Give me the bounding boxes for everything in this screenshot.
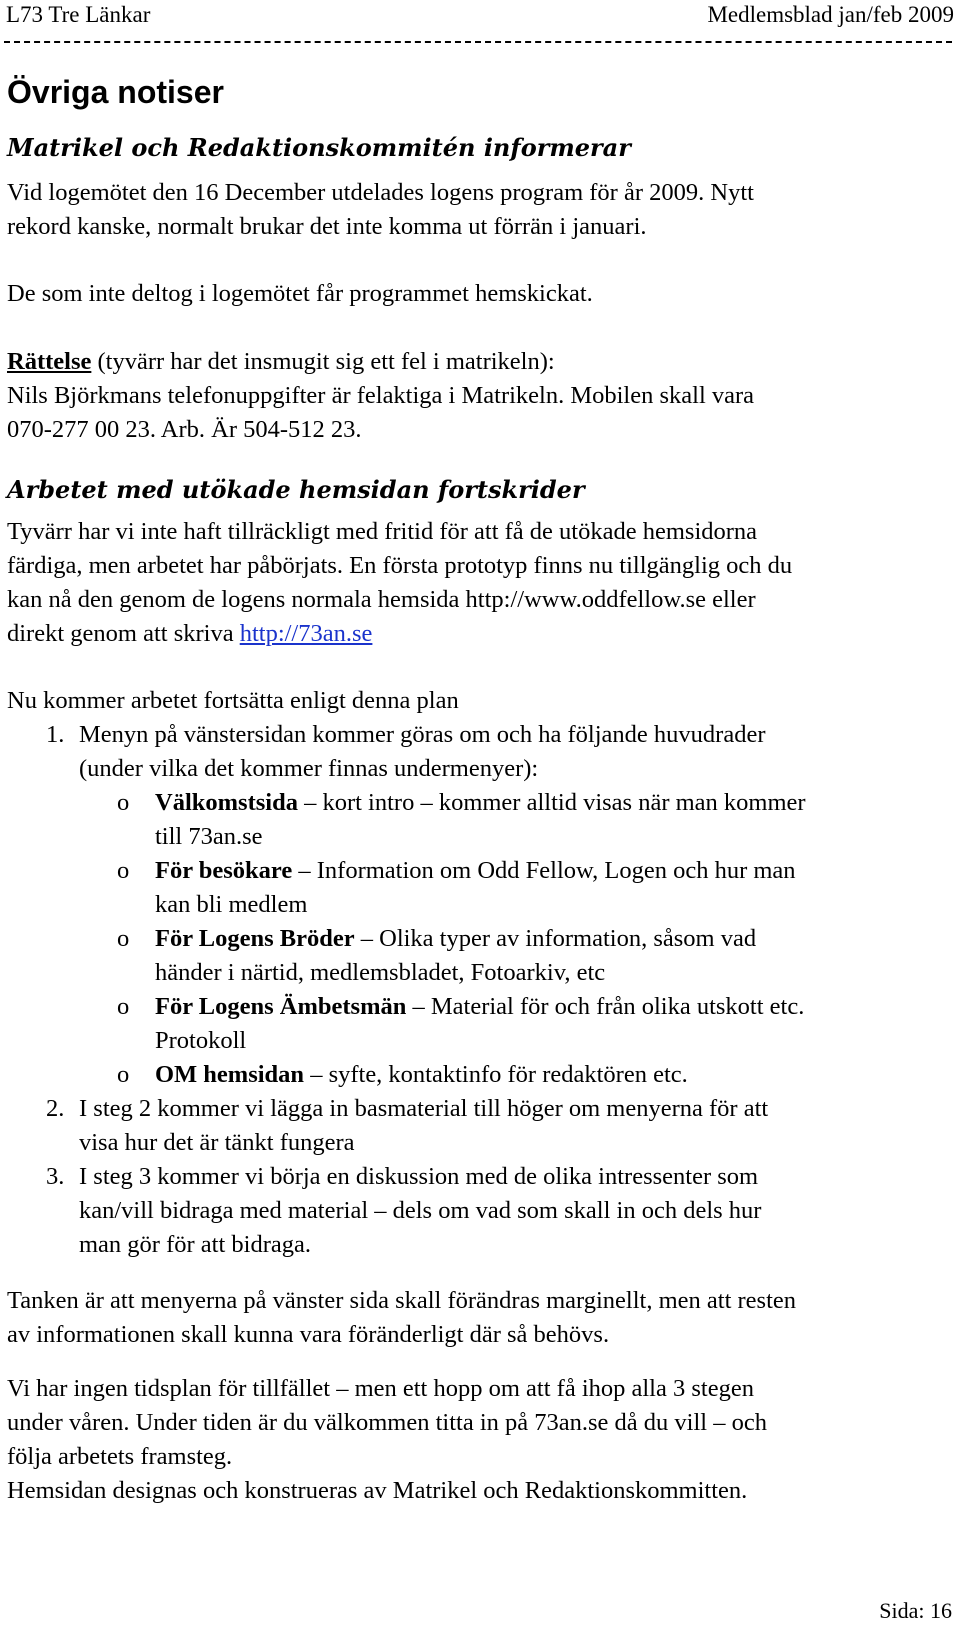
correction-label: Rättelse [7,348,92,375]
paragraph-line: färdiga, men arbetet har påbörjats. En första prototyp finns nu tillgänglig och du [7,552,793,579]
link-intro: direkt genom att skriva [7,620,240,647]
section-heading-matrikel: Matrikel och Redaktionskommitén informerar [7,133,631,162]
bullet-marker: o [117,1061,130,1088]
section-heading-hemsidan: Arbetet med utökade hemsidan fortskrider [7,475,585,504]
header-divider [4,41,952,43]
list-item-text: I steg 3 kommer vi börja en diskussion med de olika intressenter som [79,1163,759,1190]
bullet-item [155,1058,688,1092]
list-item-text: man gör för att bidraga. [79,1231,311,1258]
list-item-text: Menyn på vänstersidan kommer göras om och ha följande huvudrader [79,721,766,748]
bullet-marker: o [117,993,130,1020]
bullet-desc: – syfte, kontaktinfo för redaktören etc. [304,1061,688,1088]
list-item-text: (under vilka det kommer finnas undermenyer): [79,755,539,782]
list-number: 3. [46,1163,65,1190]
bullet-term: Välkomstsida [155,789,298,816]
bullet-cont: kan bli medlem [155,891,308,918]
list-number: 1. [46,721,65,748]
paragraph-line: Tanken är att menyerna på vänster sida skall förändras marginellt, men att resten [7,1287,797,1314]
page-title: Övriga notiser [7,74,224,110]
paragraph-line: under våren. Under tiden är du välkommen titta in på 73an.se då du vill – och [7,1409,767,1436]
bullet-cont: Protokoll [155,1027,247,1054]
bullet-cont: händer i närtid, medlemsbladet, Fotoarkiv, etc [155,959,606,986]
paragraph-line: Vid logemötet den 16 December utdelades logens program för år 2009. Nytt [7,179,754,206]
paragraph-line: De som inte deltog i logemötet får programmet hemskickat. [7,280,593,307]
correction-line [7,345,555,379]
paragraph-line: rekord kanske, normalt brukar det inte komma ut förrän i januari. [7,213,647,240]
correction-note: (tyvärr har det insmugit sig ett fel i matrikeln): [91,348,555,375]
header-issue: Medlemsblad jan/feb 2009 [707,2,954,27]
plan-intro: Nu kommer arbetet fortsätta enligt denna plan [7,687,459,714]
bullet-item [155,990,804,1024]
paragraph-line [7,617,372,651]
bullet-desc: – Material för och från olika utskott etc. [406,993,805,1020]
page-header [6,0,954,30]
header-lodge-name: L73 Tre Länkar [6,2,151,27]
page-number: Sida: 16 [879,1598,952,1623]
list-item-text: kan/vill bidraga med material – dels om vad som skall in och dels hur [79,1197,762,1224]
bullet-term: För besökare [155,857,293,884]
paragraph-line: av informationen skall kunna vara föränderligt där så behövs. [7,1321,610,1348]
bullet-term: För Logens Ämbetsmän [155,993,407,1020]
bullet-marker: o [117,925,130,952]
bullet-marker: o [117,789,130,816]
bullet-item [155,854,796,888]
bullet-desc: – Olika typer av information, såsom vad [354,925,757,952]
bullet-term: OM hemsidan [155,1061,305,1088]
bullet-desc: – kort intro – kommer alltid visas när man kommer [297,789,806,816]
bullet-marker: o [117,857,130,884]
bullet-desc: – Information om Odd Fellow, Logen och hur man [292,857,796,884]
paragraph-line: följa arbetets framsteg. [7,1443,233,1470]
bullet-cont: till 73an.se [155,823,263,850]
paragraph-line: Vi har ingen tidsplan för tillfället – men ett hopp om att få ihop alla 3 stegen [7,1375,754,1402]
list-number: 2. [46,1095,65,1122]
paragraph-line: Hemsidan designas och konstrueras av Matrikel och Redaktionskommitten. [7,1477,748,1504]
list-item-text: I steg 2 kommer vi lägga in basmaterial till höger om menyerna för att [79,1095,769,1122]
paragraph-line: Nils Björkmans telefonuppgifter är felaktiga i Matrikeln. Mobilen skall vara [7,382,755,409]
paragraph-line: Tyvärr har vi inte haft tillräckligt med fritid för att få de utökade hemsidorna [7,518,758,545]
bullet-term: För Logens Bröder [155,925,355,952]
bullet-item [155,786,806,820]
paragraph-line: kan nå den genom de logens normala hemsida http://www.oddfellow.se eller [7,586,756,613]
homepage-link[interactable]: http://73an.se [239,620,373,647]
bullet-item [155,922,756,956]
list-item-text: visa hur det är tänkt fungera [79,1129,355,1156]
paragraph-line: 070-277 00 23. Arb. Är 504-512 23. [7,416,362,443]
